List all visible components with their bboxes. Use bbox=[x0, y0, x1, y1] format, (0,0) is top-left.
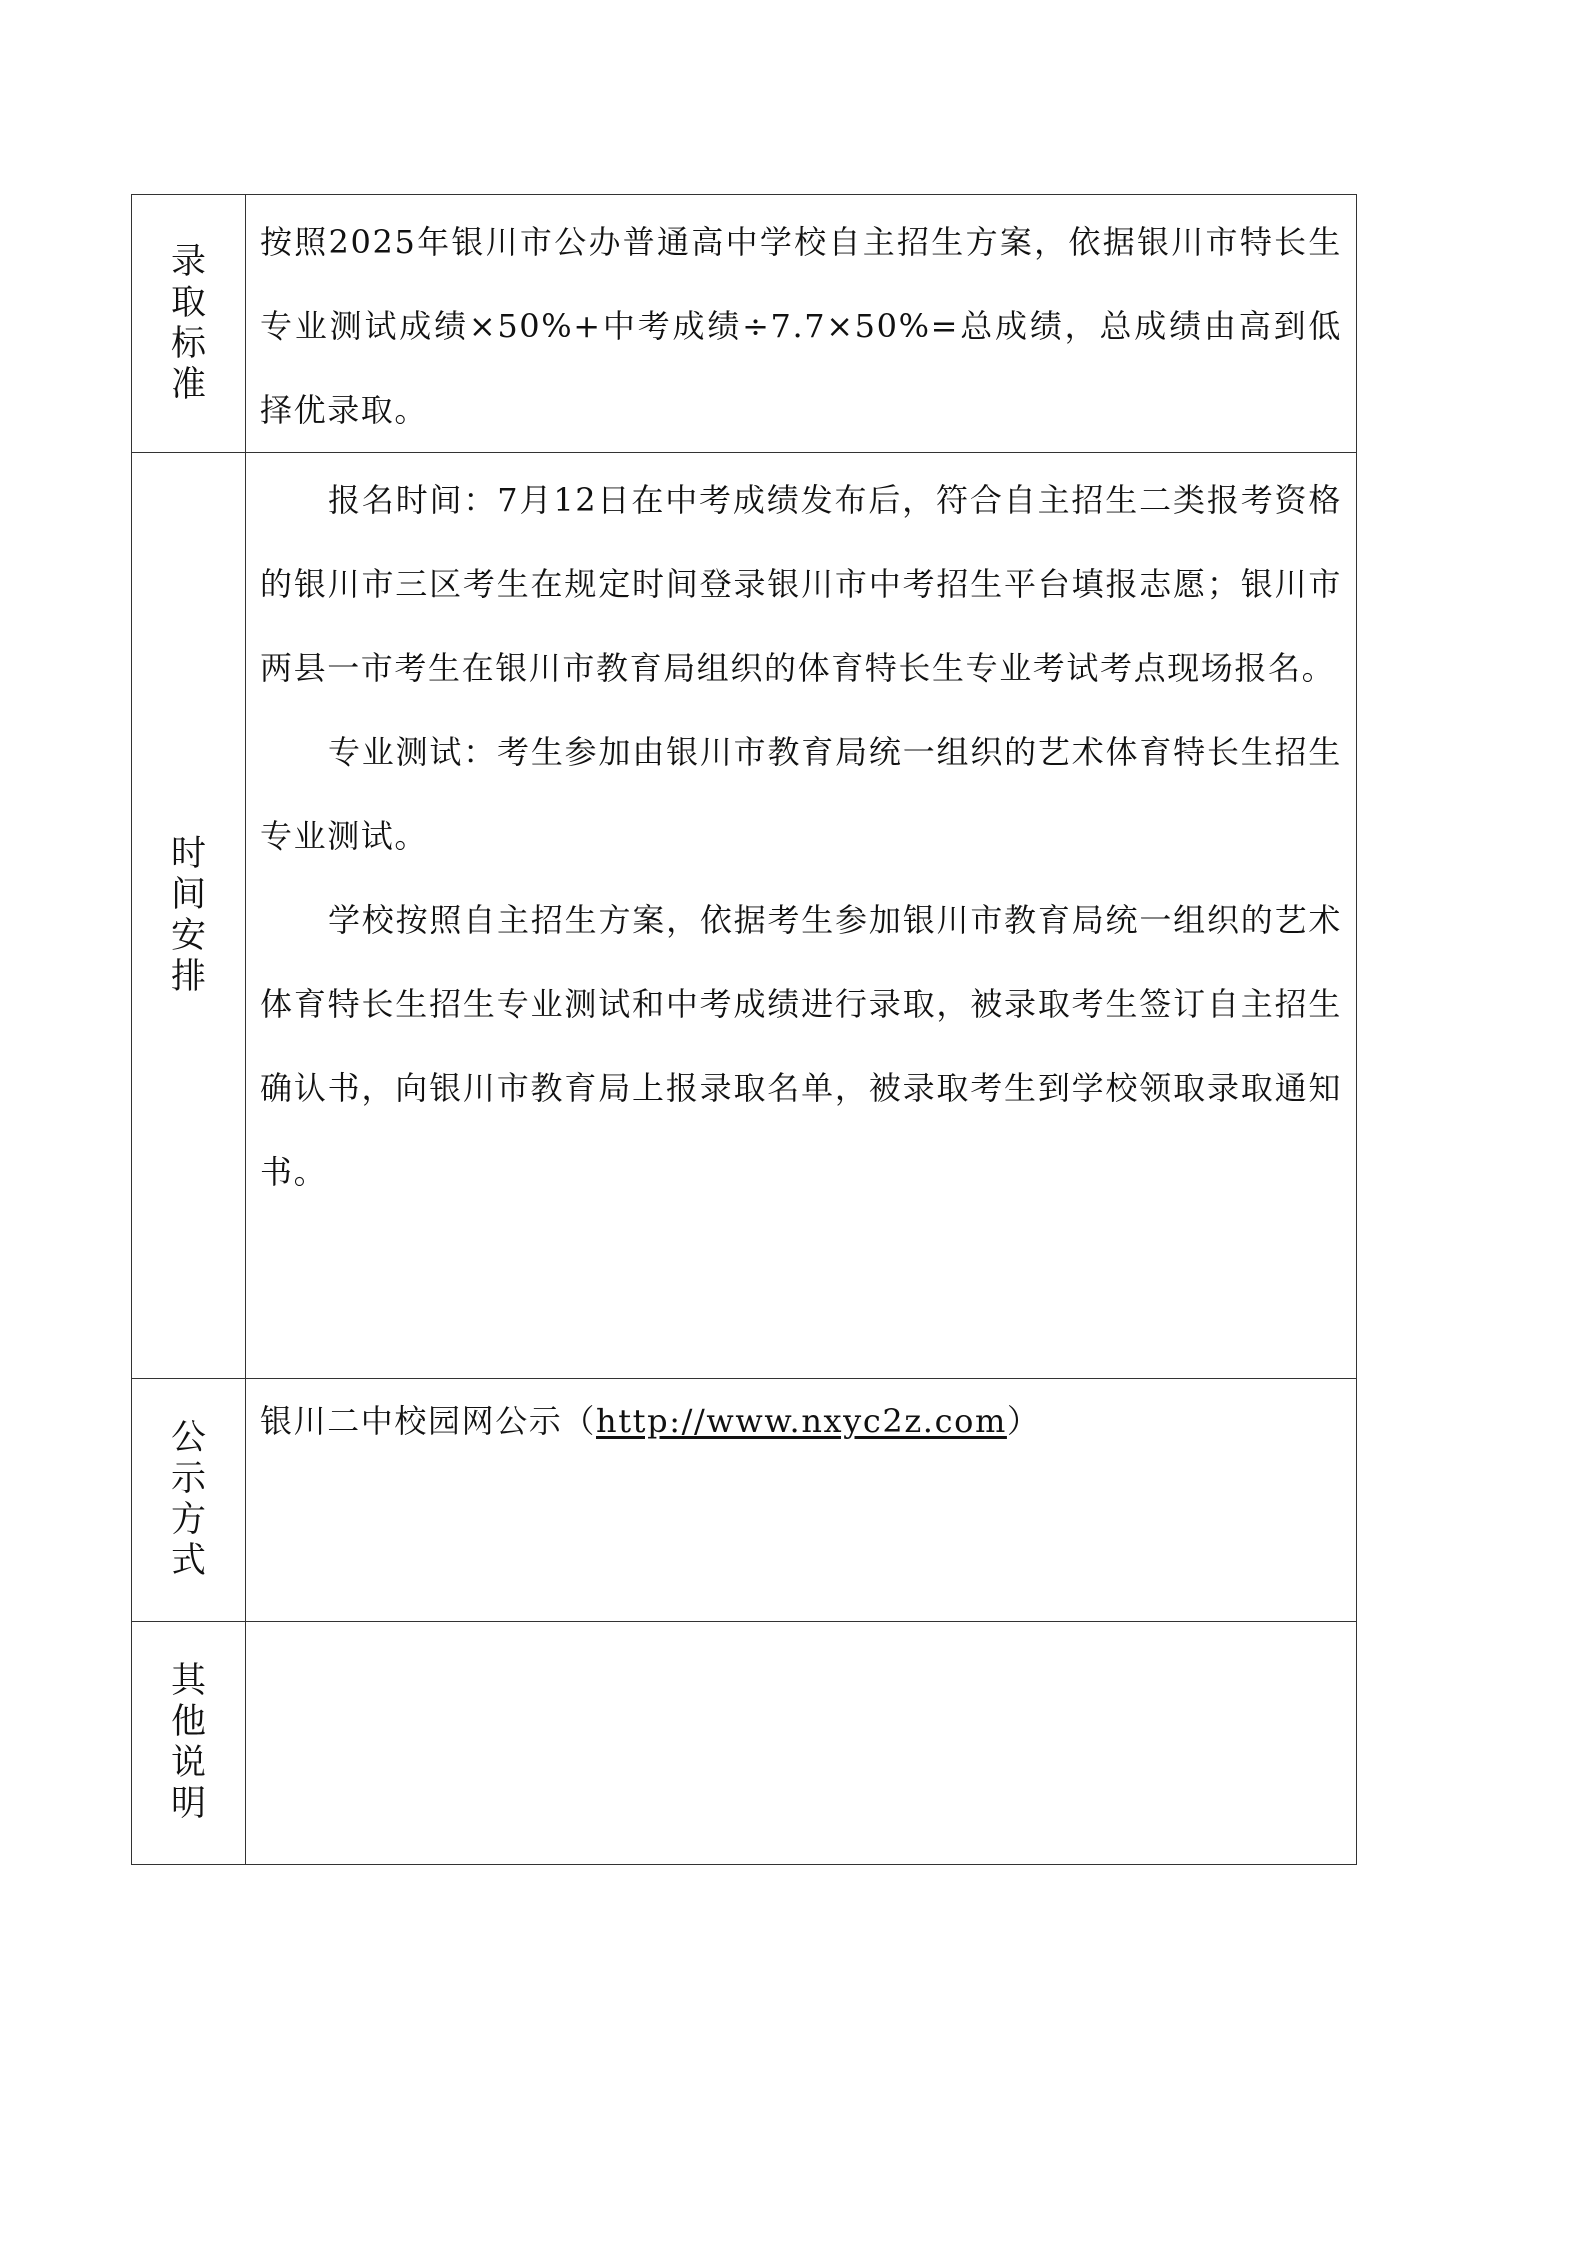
row-content-cell bbox=[246, 195, 1357, 453]
row-label-publicity: 公示方式 bbox=[170, 1418, 206, 1581]
publicity-text-before: 银川二中校园网公示（ bbox=[260, 1402, 597, 1440]
row-label-cell bbox=[132, 1379, 246, 1622]
professional-test-paragraph: 专业测试：考生参加由银川市教育局统一组织的艺术体育特长生招生专业测试。 bbox=[260, 733, 1342, 855]
publicity-text-after: ） bbox=[1006, 1402, 1041, 1440]
table-row-admission-criteria bbox=[132, 195, 1357, 453]
row-label-cell bbox=[132, 195, 246, 453]
row-label-admission-criteria: 录取标准 bbox=[170, 241, 206, 405]
table-row-schedule bbox=[132, 453, 1357, 1379]
row-content-cell bbox=[246, 453, 1357, 1379]
school-website-link[interactable]: http://www.nxyc2z.com bbox=[596, 1402, 1007, 1440]
row-label-cell bbox=[132, 1622, 246, 1865]
publicity-text bbox=[260, 1379, 1342, 1463]
row-label-other-notes: 其他说明 bbox=[170, 1661, 206, 1824]
registration-time-paragraph: 报名时间：7月12日在中考成绩发布后，符合自主招生二类报考资格的银川市三区考生在规定时间登录银川市中考招生平台填报志愿；银川市两县一市考生在银川市教育局组织的体育特长生专业考试考点现场报名。 bbox=[260, 481, 1342, 687]
row-label-cell bbox=[132, 453, 246, 1379]
row-label-schedule: 时间安排 bbox=[170, 833, 206, 997]
row-content-cell bbox=[246, 1622, 1357, 1865]
admission-info-table bbox=[131, 194, 1357, 1865]
table-row-publicity bbox=[132, 1379, 1357, 1622]
admission-criteria-text: 按照2025年银川市公办普通高中学校自主招生方案，依据银川市特长生专业测试成绩×50%+中考成绩÷7.7×50%=总成绩，总成绩由高到低择优录取。 bbox=[260, 223, 1342, 429]
admission-process-paragraph: 学校按照自主招生方案，依据考生参加银川市教育局统一组织的艺术体育特长生招生专业测试和中考成绩进行录取，被录取考生签订自主招生确认书，向银川市教育局上报录取名单，被录取考生到学校领取录取通知书。 bbox=[260, 901, 1342, 1191]
row-content-cell bbox=[246, 1379, 1357, 1622]
table-row-other-notes bbox=[132, 1622, 1357, 1865]
